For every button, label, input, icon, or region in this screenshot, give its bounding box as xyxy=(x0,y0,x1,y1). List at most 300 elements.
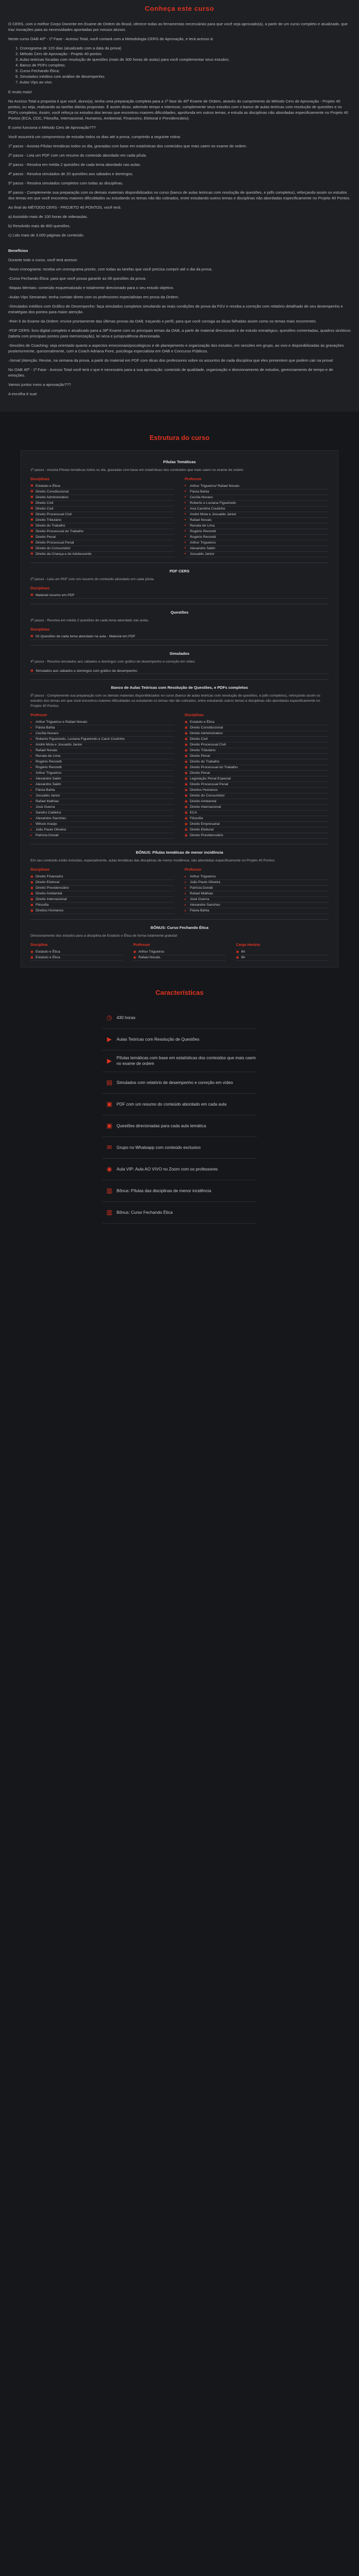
row-label: Direito Constitucional xyxy=(190,726,223,730)
table-row xyxy=(30,748,174,754)
bullet-icon: ▸ xyxy=(185,875,187,878)
row-label: Renata de Lima xyxy=(36,754,60,758)
table-cell xyxy=(30,955,123,961)
row-label: Arthur Trigueiros xyxy=(36,771,62,775)
numbered-item: 4. Banco de PDFs completo; xyxy=(15,62,66,67)
table-row xyxy=(30,529,174,535)
row-label: Patrícia Donati xyxy=(36,834,59,838)
about-more: E muito mais! xyxy=(8,89,32,94)
bonus-etica-desc: Direcionamento dos estudos para a disciplina de Estatuto e Ética de forma totalmente gratuita! xyxy=(30,934,177,938)
row-label: Flávia Bahia xyxy=(36,726,55,730)
bullet-icon: ▣ xyxy=(133,950,136,954)
benefit-item: -PDF CERS: livro digital completo e atualizado para a 38ª Exame com os principais temas da OAB, a partir de material direcionado e de estudo estratégico, questões comentadas, quadros sinóticos (tabela com principais pontos para memorização), lei seca e jurisprudência direcionada. xyxy=(8,328,351,338)
feature-item xyxy=(102,1180,257,1202)
bullet-icon: ▣ xyxy=(185,834,188,837)
video-icon: ▶ xyxy=(107,1057,112,1064)
row-label: Wilson Araújo xyxy=(36,822,57,826)
pdf-icon: ▣ xyxy=(106,1100,112,1108)
benefit-item: -Mapas Mentais: conteúdo esquematizado e totalmente direcionado para o seu estudo objetivo. xyxy=(8,285,174,290)
row-label: Roberto Figueiredo, Luciana Figueiredo e Carol Coutinho xyxy=(36,737,125,741)
row-label: Direito Penal xyxy=(36,535,56,539)
table-row xyxy=(185,810,329,816)
numbered-list xyxy=(15,45,351,85)
row-label: Alexandre Sanches xyxy=(36,817,66,821)
row-label: Cecília Novaro xyxy=(190,495,213,499)
row-label: Alexandre Salim xyxy=(190,546,216,550)
chat-icon: ✉ xyxy=(106,1143,112,1151)
bullet-icon: ▸ xyxy=(185,909,187,912)
bullet-icon: ▸ xyxy=(30,828,32,832)
row-label: Direito da Criança e do Adolescente xyxy=(36,552,92,556)
table-row xyxy=(185,771,329,776)
benefit-item: -Rein 6 do Exame da Ordem: envise prontamente das últimas provas da OAB, traçando o perfil, para que você consiga as dicas falhadas assim como os temas mais recorrentes. xyxy=(8,318,317,324)
bullet-icon: ▣ xyxy=(185,777,188,781)
feature-text: Aulas Teóricas com Resolução de Questões xyxy=(117,1037,200,1042)
bonus-pilulas-desc: Em seu conteúdo estão incluídas, especialmente, aulas temáticas das disciplinas de menor incidência, não abordadas especificamente no Projeto 40 Pontos. xyxy=(30,859,275,863)
bullet-icon: ▸ xyxy=(30,805,32,809)
bullet-icon: ▣ xyxy=(30,909,34,912)
table-row xyxy=(30,816,174,822)
row-label: Filosofia xyxy=(190,817,203,821)
row-label: Sandro Caldeira xyxy=(36,811,61,815)
benefits-title: Benefícios xyxy=(8,248,28,253)
benefit-item: -Aulas Vips Semanais: tenha contato direto com os professores especialistas em prova da Ordem. xyxy=(8,294,180,299)
table-row xyxy=(30,495,174,501)
about-intro-1: O CERS, com o melhor Corpo Docente em Exame de Ordem do Brasil, oferece todas as ferramentas necessárias para que você seja aprovado(a), a partir de um curso completo e atualizado, que traz inovações para as necessidades apontadas por nossos alunos. xyxy=(8,21,348,32)
row-label: José Guerra xyxy=(190,897,209,902)
table-row xyxy=(30,776,174,782)
row-label: Direito Processual do Trabalho xyxy=(36,529,84,533)
bullet-icon: ▸ xyxy=(185,880,187,884)
row-label: Arthur Trigueiros/ Rafael Novais xyxy=(190,484,240,488)
benefit-item: -Jornal (Atenção: Revise, na semana da prova, a partir do material em PDF com dicas dos professores sobre os assuntos de cada disciplina que eles presentem que podem cair na prova! xyxy=(8,358,333,363)
table-row xyxy=(30,489,174,495)
row-label: Rogério Renzetti xyxy=(36,766,62,770)
row-label: Direito Civil xyxy=(190,737,208,741)
row-label: 02 Questões de cada tema abordado na aula - Material em PDF xyxy=(36,634,136,638)
table-row xyxy=(185,489,329,495)
feature-text: 430 horas xyxy=(117,1015,136,1020)
features-list xyxy=(102,1007,257,1224)
bullet-icon: ▣ xyxy=(30,892,34,895)
table-row xyxy=(185,546,329,552)
table-row xyxy=(30,518,174,523)
bullet-icon: ▣ xyxy=(30,635,34,638)
table-row xyxy=(30,552,174,557)
bonus-etica-table xyxy=(30,943,329,961)
bullet-icon: ▸ xyxy=(185,513,187,516)
bullet-icon: ▣ xyxy=(185,749,188,752)
table-row xyxy=(30,799,174,805)
bullet-icon: ▣ xyxy=(30,956,34,959)
bullet-icon: ▸ xyxy=(30,754,32,758)
feature-item xyxy=(102,1029,257,1050)
row-label: Arthur Trigueiros xyxy=(190,540,216,545)
bullet-icon: ▸ xyxy=(30,749,32,752)
about-paragraph: Ao final do MÉTODO CERS - PROJETO 40 PONTOS, você terá: xyxy=(8,205,122,210)
row-label: Direito Previdenciário xyxy=(36,886,69,890)
bullet-icon: ▸ xyxy=(30,822,32,826)
about-paragraph: 3º passo - Resolva em média 2 questões de cada tema abordado nas aulas. xyxy=(8,162,141,167)
table-row xyxy=(30,955,329,961)
table-row xyxy=(185,891,329,897)
bullet-icon: ▸ xyxy=(185,490,187,494)
bullet-icon: ▸ xyxy=(30,811,32,815)
feature-item xyxy=(102,1072,257,1094)
table-row xyxy=(185,501,329,506)
feature-text: Grupo no Whatsapp com conteúdo exclusivo xyxy=(117,1145,201,1150)
table-row xyxy=(185,742,329,748)
numbered-item: 3. Aulas teóricas focadas com resolução de questões (mais de 300 horas de aulas) para você complementar seus estudos; xyxy=(15,57,230,62)
row-label: Cecília Novaro xyxy=(36,732,59,736)
table-row xyxy=(185,897,329,903)
row-label: Josualdo Janior xyxy=(190,552,215,556)
row-label: Direito Administrativo xyxy=(190,732,223,736)
numbered-item: 5. Curso Fechando Ética; xyxy=(15,68,60,73)
table-row xyxy=(185,816,329,822)
bullet-icon: ▣ xyxy=(30,501,34,505)
row-label: Direito do Trabalho xyxy=(36,523,66,528)
bullet-icon: ▸ xyxy=(30,726,32,730)
table-row xyxy=(30,908,174,914)
table-cell xyxy=(236,950,329,955)
pilulas-title: Pílulas Temáticas xyxy=(163,459,196,464)
table-row xyxy=(185,725,329,731)
table-row xyxy=(185,523,329,529)
questoes-title: Questões xyxy=(170,609,189,615)
bullet-icon: ▣ xyxy=(185,800,188,803)
pilulas-desc: 1º passo - Assista Pílulas temáticas todos os dia, gravadas com base em estatísticas dos conteúdos que mais caem no exame de ordem. xyxy=(30,468,244,472)
bullet-icon: ▣ xyxy=(236,950,239,954)
bullet-icon: ▸ xyxy=(185,897,187,901)
about-paragraph: b) Resolvido mais de 800 questões. xyxy=(8,223,71,228)
table-row xyxy=(30,737,174,742)
row-label: Direito Administrativo xyxy=(36,495,69,499)
numbered-item: 1. Cronograma de 120 dias (atualizado com a data da prova) xyxy=(15,45,122,50)
bullet-icon: ▣ xyxy=(30,547,34,550)
bullet-icon: ▸ xyxy=(185,547,187,550)
features-title: Características xyxy=(155,989,204,997)
table-row xyxy=(185,874,329,880)
table-row xyxy=(30,788,174,793)
table-row xyxy=(185,552,329,557)
row-label: Direito Internacional xyxy=(36,897,67,902)
table-row xyxy=(30,793,174,799)
table-row xyxy=(185,765,329,771)
about-paragraphs xyxy=(8,98,351,238)
bullet-icon: ▣ xyxy=(185,822,188,826)
bullet-icon: ▣ xyxy=(185,766,188,769)
bullet-icon: ▣ xyxy=(185,754,188,758)
cell-label: Rafael Novais xyxy=(138,956,160,960)
about-paragraph: 1º passo - Assista Pílulas temáticas todos os dia, gravadas com base em estatísticas dos conteúdos que mais caem no exame de ordem. xyxy=(8,143,247,148)
row-label: Direito Processual do Trabalho xyxy=(190,766,238,770)
row-label: Direito Constitucional xyxy=(36,489,69,494)
about-paragraph: 5º passo - Resolva simulados completos com todas as disciplinas. xyxy=(8,180,124,185)
questoes-desc: 3º passo - Resolva em média 2 questões de cada tema abordado nas aulas. xyxy=(30,618,150,622)
bullet-icon: ▣ xyxy=(185,805,188,809)
bullet-icon: ▸ xyxy=(30,800,32,803)
table-row xyxy=(30,897,174,903)
bullet-icon: ▸ xyxy=(30,783,32,786)
table-row xyxy=(185,799,329,805)
table-row xyxy=(30,540,174,546)
bullet-icon: ▣ xyxy=(185,737,188,741)
bullet-icon: ▸ xyxy=(30,817,32,820)
row-label: Ana Carolina Coutinho xyxy=(190,506,225,511)
table-row xyxy=(185,793,329,799)
feature-text: Pílulas temáticas com base em estatísticas dos conteúdos que mais caem no exame de ordem xyxy=(117,1055,256,1066)
benefits-list xyxy=(8,266,351,397)
bullet-icon: ▸ xyxy=(185,892,187,895)
numbered-item: 6. Simulados inéditos com análise de desempenho; xyxy=(15,74,105,79)
table-row xyxy=(30,874,174,880)
row-label: Rafael Mathias xyxy=(190,892,214,896)
feature-item xyxy=(102,1159,257,1180)
bullet-icon: ▣ xyxy=(30,535,34,539)
table-row xyxy=(185,495,329,501)
row-label: Rafael Novais xyxy=(36,749,58,753)
table-row xyxy=(30,886,174,891)
simulados-desc: 4º passo - Resolva simulados aos sábados e domingos com gráfico de desempenho e correção em vídeo. xyxy=(30,659,196,664)
feature-item xyxy=(102,1137,257,1159)
row-label: Alexandre Salim xyxy=(36,777,61,781)
table-row xyxy=(30,720,174,725)
bullet-icon: ▣ xyxy=(30,875,34,878)
benefit-item: No OAB 40ª - 1ª Fase - Acesso Total você terá o que é necessário para a sua aprovação: conteúdo de qualidade, organização e direcionamento de estudos, gerenciamento de tempo e de emoções. xyxy=(8,367,333,378)
structure-title: Estrutura do curso xyxy=(149,433,210,442)
table-row xyxy=(185,880,329,886)
numbered-item: 7. Aulas Vips ao vivo. xyxy=(15,79,53,84)
table-row xyxy=(30,805,174,810)
feature-text: Aula VIP: Aula AO VIVO no Zoom com os professores xyxy=(117,1166,218,1172)
bonus-pilulas-col-left: Disciplinas xyxy=(30,868,50,872)
banco-col-left: Professor xyxy=(30,714,47,718)
bullet-icon: ▣ xyxy=(185,794,188,798)
table-row xyxy=(185,759,329,765)
row-label: Direito Processual Civil xyxy=(190,743,226,747)
row-label: Direito Tributário xyxy=(190,749,216,753)
bullet-icon: ▣ xyxy=(30,530,34,533)
table-row xyxy=(30,827,174,833)
row-label: Legislação Penal Especial xyxy=(190,777,231,781)
cell-label: 6h xyxy=(241,950,246,954)
bullet-icon: ▣ xyxy=(185,760,188,764)
about-paragraph: 6º passo - Complemente sua preparação com os demais materiais disponibilizados no curso (banco de aulas teóricas com resolução de questões, e pdfs completos), reforçando assim os estudos dos temas em que você encontrou maiores dificuldades ou estudando os temas não tão cobrados, entre estudando outros temas e disciplinas não abordadas especificamente no Projeto 40 Pontos. xyxy=(8,190,351,200)
bonus-pilulas-title: BÔNUS: Pílulas temáticas de menor incidência xyxy=(136,850,223,855)
table-row xyxy=(185,886,329,891)
benefit-item: -Novo cronograma: receba um cronograma pronto, com todas as tarefas que você precisa cumprir até o dia da prova. xyxy=(8,266,213,272)
feature-text: Bônus: Curso Fechando Ética xyxy=(117,1210,173,1215)
bullet-icon: ▣ xyxy=(185,783,188,786)
bullet-icon: ▣ xyxy=(30,880,34,884)
row-label: Direito Penal xyxy=(190,771,210,775)
bullet-icon: ▸ xyxy=(185,530,187,533)
row-label: Direito Tributário xyxy=(36,518,61,522)
feature-item xyxy=(102,1050,257,1072)
book-icon: ▥ xyxy=(106,1187,112,1194)
table-row xyxy=(30,903,174,908)
benefit-item: -Curso Fechando Ética: para que você possa garantir as 08 questões da prova. xyxy=(8,276,146,281)
table-row xyxy=(185,833,329,839)
benefit-item: -Simulados inéditos com Gráfico de Desempenho: faça simulados completos simulando as reais condições de prova da FGV e receba a correção com relatório detalhado de seu desempenho e estratégias dos pontos para maior atenção. xyxy=(8,303,343,314)
table-row xyxy=(30,523,174,529)
pilulas-col-right: Professor xyxy=(185,477,202,481)
about-paragraph: c) Lido mais de 3.000 páginas de conteúdo. xyxy=(8,232,85,238)
row-label: Flávia Bahia xyxy=(190,909,209,913)
pdf-title: PDF CERS xyxy=(169,568,190,573)
benefit-item: Vamos juntos rumo a aprovação??? xyxy=(8,382,71,387)
bullet-icon: ▸ xyxy=(30,834,32,837)
live-icon: ◉ xyxy=(106,1165,112,1173)
banco-title: Banco de Aulas Teóricas com Resolução de Questões, e PDFs completos xyxy=(111,685,248,690)
table-row xyxy=(30,822,174,827)
row-label: Direito Empresarial xyxy=(190,822,220,826)
table-row xyxy=(30,634,329,640)
bullet-icon: ▸ xyxy=(185,507,187,511)
feature-text: Simulados com relatório de desempenho e correção em vídeo xyxy=(117,1080,233,1085)
bullet-icon: ▣ xyxy=(185,726,188,730)
bullet-icon: ▣ xyxy=(30,950,34,954)
banco-desc: 5º passo - Complemente sua preparação com os demais materiais disponibilizados no curso (banco de aulas teóricas com resolução de questões, e pdfs completos), reforçando assim os estudos dos temas em que você encontrou maiores dificuldades ou estudando os temas não tão cobrados, entre estudando outros temas e disciplinas não abordadas especificamente no Projeto 40 Pontos. xyxy=(30,694,321,708)
bullet-icon: ▸ xyxy=(30,720,32,724)
pdf-col: Disciplinas xyxy=(30,586,50,590)
bullet-icon: ▸ xyxy=(185,552,187,556)
bullet-icon: ▣ xyxy=(185,720,188,724)
row-label: José Guerra xyxy=(36,805,55,809)
table-row xyxy=(30,771,174,776)
row-label: Direito Processual Civil xyxy=(36,512,72,516)
table-row xyxy=(30,484,174,489)
row-label: Direitos Humanos xyxy=(190,788,218,792)
about-paragraph: E como funciona o Método Cers de Aprovação??? xyxy=(8,125,96,130)
row-label: Direito Financeiro xyxy=(36,875,63,879)
bullet-icon: ▣ xyxy=(30,507,34,511)
column-header: Professor xyxy=(133,943,151,947)
bullet-icon: ▸ xyxy=(30,777,32,781)
table-row xyxy=(185,908,329,914)
bullet-icon: ▣ xyxy=(30,552,34,556)
table-cell xyxy=(30,950,123,955)
bonus-etica-title: BÔNUS: Curso Fechando Ética xyxy=(150,925,209,930)
row-label: Arthur Trigueiros e Rafael Novais xyxy=(36,720,88,724)
row-label: Direito Penal xyxy=(190,754,210,758)
table-row xyxy=(185,782,329,788)
table-row xyxy=(185,788,329,793)
feature-text: Bônus: Pílulas das disciplinas de menor incidência xyxy=(117,1188,211,1193)
row-label: Alexandre Sanches xyxy=(190,903,220,907)
feature-text: Questões direcionadas para cada aula temática xyxy=(117,1123,206,1128)
row-label: Flávia Bahia xyxy=(36,788,55,792)
row-label: Rafael Mathias xyxy=(36,800,59,804)
pilulas-col-left: Disciplinas xyxy=(30,477,50,481)
column-header: Disciplina xyxy=(30,943,48,947)
bullet-icon: ▸ xyxy=(185,524,187,528)
row-label: Rogério Renzetti xyxy=(190,535,216,539)
table-cell xyxy=(236,955,329,961)
benefit-item: -Sessões de Coaching: seja orientado quanto a aspectos emocionais/psicológicos e de planejamento e organização dos estudos, em sessões em grupo, ao vivo e disponibilizadas às gravações posteriormente, quinzenalmente, com a Coach Adriana Fiore, psicóloga especialista em OAB e Concurso Públicos. xyxy=(8,343,344,353)
table-row xyxy=(30,501,174,506)
table-row xyxy=(185,754,329,759)
row-label: Direito Ambiental xyxy=(190,800,217,804)
bullet-icon: ▣ xyxy=(30,903,34,907)
table-row xyxy=(30,782,174,788)
table-row xyxy=(185,506,329,512)
table-row xyxy=(185,535,329,540)
table-row xyxy=(185,512,329,518)
bullet-icon: ▸ xyxy=(185,501,187,505)
row-label: Simulados aos sábados e domingos com gráfico de desempenho xyxy=(36,669,137,673)
table-row xyxy=(30,593,329,599)
table-row xyxy=(30,810,174,816)
bullet-icon: ▣ xyxy=(30,594,34,597)
row-label: Renata de Lima xyxy=(190,523,215,528)
bullet-icon: ▣ xyxy=(185,743,188,747)
table-row xyxy=(30,535,174,540)
row-label: João Paulo Oliveira xyxy=(190,880,220,885)
bullet-icon: ▸ xyxy=(30,732,32,735)
table-row xyxy=(30,668,329,674)
numbered-item: 2. Método Cers de Aprovação - Projeto 40 pontos xyxy=(15,51,102,56)
about-intro-2: Neste curso OAB 40ª - 1ª Fase - Acesso Total, você contará com a Metodologia CERS de Aprovação, e terá acesso à: xyxy=(8,36,214,41)
clock-icon: ◷ xyxy=(106,1013,112,1021)
table-row xyxy=(185,903,329,908)
row-label: Direito Eleitoral xyxy=(190,828,214,832)
table-row xyxy=(30,833,174,839)
table-row xyxy=(30,725,174,731)
row-label: Josualdo Janior xyxy=(36,794,60,798)
table-row xyxy=(30,506,174,512)
cell-label: Estatuto e Ética xyxy=(36,956,60,960)
table-row xyxy=(185,518,329,523)
bullet-icon: ▸ xyxy=(30,766,32,769)
row-label: Direito Previdenciário xyxy=(190,834,223,838)
bullet-icon: ▣ xyxy=(30,669,34,673)
feature-item xyxy=(102,1007,257,1029)
bullet-icon: ▣ xyxy=(30,541,34,545)
row-label: Direito Processual Penal xyxy=(190,783,229,787)
simulados-title: Simulados xyxy=(169,651,190,656)
bullet-icon: ▸ xyxy=(30,743,32,747)
table-row xyxy=(185,805,329,810)
table-row xyxy=(30,754,174,759)
row-label: Arthur Trigueiros xyxy=(190,875,216,879)
bullet-icon: ▣ xyxy=(185,732,188,735)
bullet-icon: ▣ xyxy=(30,518,34,522)
table-row xyxy=(30,759,174,765)
bullet-icon: ▣ xyxy=(236,956,239,959)
row-label: Rogério Renzetti xyxy=(36,760,62,764)
bullet-icon: ▣ xyxy=(30,496,34,499)
table-row xyxy=(30,891,174,897)
table-row xyxy=(30,731,174,737)
row-label: Direito Eleitoral xyxy=(36,880,60,885)
about-title: Conheça este curso xyxy=(144,5,215,12)
bullet-icon: ▣ xyxy=(185,771,188,775)
cell-label: 6h xyxy=(241,956,246,960)
bullet-icon: ▣ xyxy=(30,484,34,488)
row-label: Direito do Trabalho xyxy=(190,760,220,764)
bullet-icon: ▸ xyxy=(30,760,32,764)
row-label: Direito Internacional xyxy=(190,805,221,809)
pdf-icon: ▣ xyxy=(106,1122,112,1129)
bullet-icon: ▣ xyxy=(185,788,188,792)
row-label: Rafael Novais xyxy=(190,518,212,522)
row-label: Estatuto e Ética xyxy=(190,720,215,724)
row-label: ECA xyxy=(190,811,197,815)
row-label: Material resumo em PDF xyxy=(36,593,75,597)
row-label: Patrícia Donati xyxy=(190,886,213,890)
